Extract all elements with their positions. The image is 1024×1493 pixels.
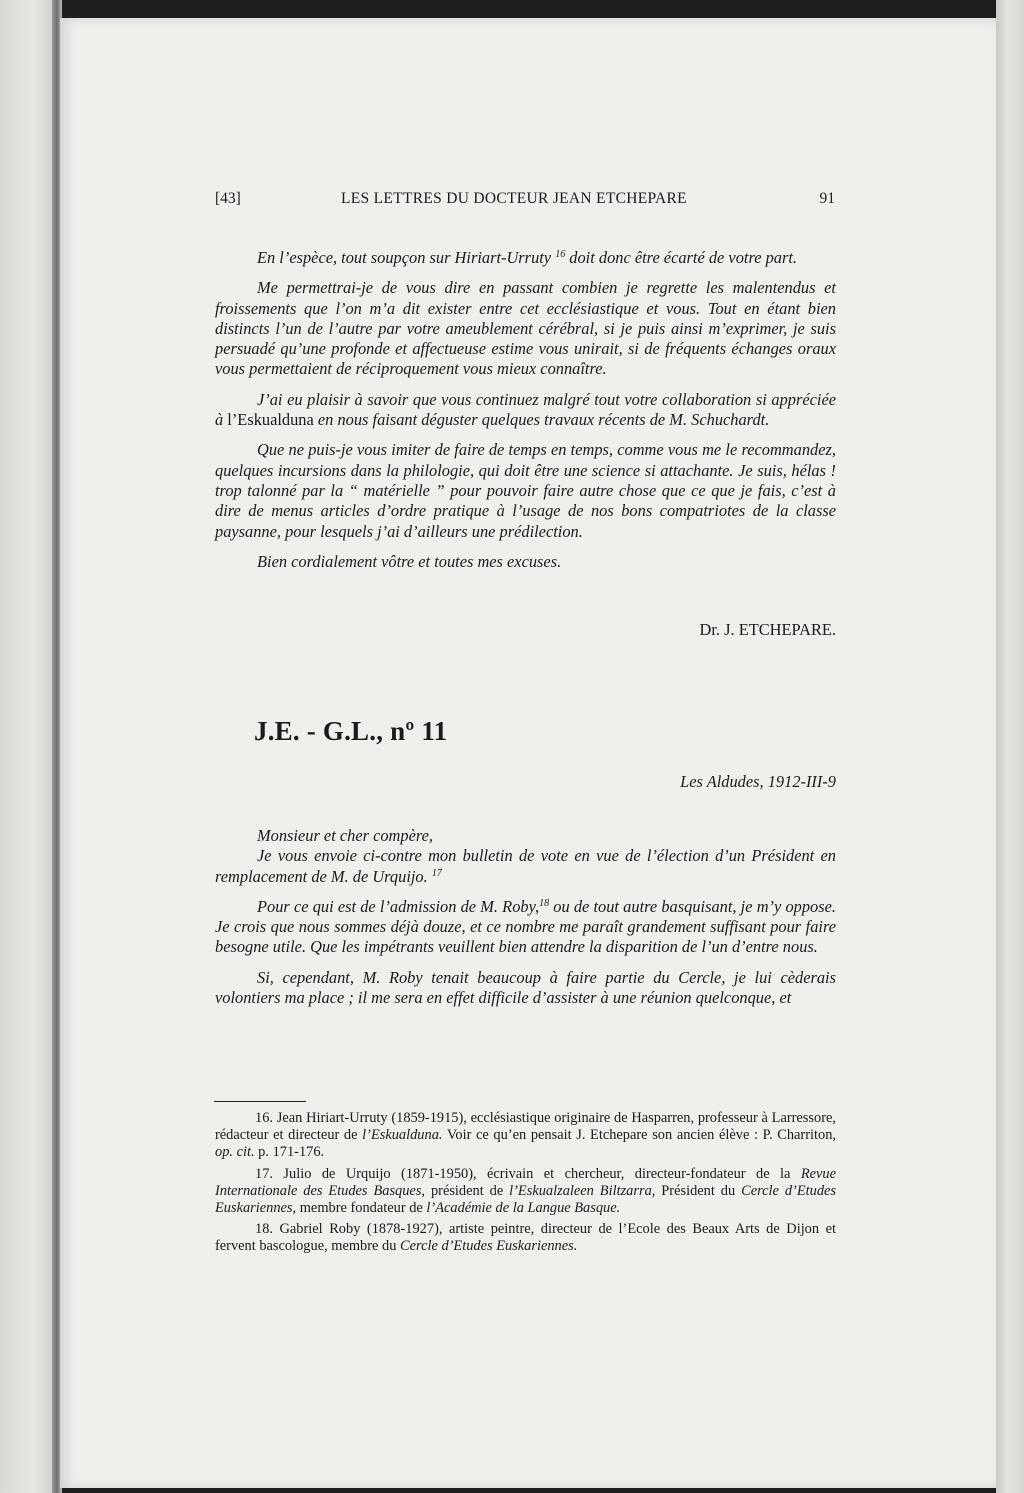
letter-heading: J.E. - G.L., nº 11 — [254, 716, 448, 746]
letter-11-body — [215, 826, 836, 1018]
footnote-18: 18. Gabriel Roby (1878-1927), artiste peintre, directeur de l’Ecole des Beaux Arts de Dijon et fervent bascologue, membre du Cercle d’Etudes Euskariennes. — [215, 1221, 836, 1255]
salutation: Monsieur et cher compère, — [257, 826, 433, 845]
place-date: Les Aldudes, 1912-III-9 — [680, 772, 836, 791]
paragraph: Me permettrai-je de vous dire en passant combien je regrette les malentendus et froissements que l’on m’a dit exister entre cet ecclésiastique et vous. Tout en étant bien distincts l’un de l’autre par votre ameublement cérébral, si je puis ainsi m’exprimer, je suis persuadé qu’une profonde et affectueuse estime vous unirait, si de fréquents échanges oraux vous permettaient de réciproquement vous mieux connaître. — [215, 278, 836, 379]
footnote-ref-17: 17 — [431, 867, 442, 879]
paragraph: En l’espèce, tout soupçon sur Hiriart-Urruty $^{16}$ doit donc être écarté de votre part. — [257, 248, 798, 267]
paragraph: Si, cependant, M. Roby tenait beaucoup à faire partie du Cercle, je lui cèderais volontiers ma place ; il me sera en effet difficile d’assister à une réunion quelconque, et — [215, 967, 836, 1008]
paragraph: Pour ce qui est de l’admission de M. Roby,$^{18}$ ou de tout autre basquisant, je m’y oppose. Je crois que nous sommes déjà douze, et ce nombre me paraît grandement suffisant pour faire besogne utile. Que les impétrants veuillent bien attendre la disparition de l’un d’entre nous. — [215, 896, 836, 957]
paragraph: Bien cordialement vôtre et toutes mes excuses. — [257, 551, 562, 571]
running-title: LES LETTRES DU DOCTEUR JEAN ETCHEPARE — [341, 190, 687, 207]
footnotes — [215, 1110, 836, 1260]
footnote-17: 17. Julio de Urquijo (1871-1950), écrivain et chercheur, directeur-fondateur de la Revue Internationale des Etudes Basques, président de l’Eskualzaleen Biltzarra, Président du Cercle d’Etudes Euskariennes, membre fondateur de l’Académie de la Langue Basque. — [215, 1165, 837, 1216]
footnote-ref-16: 16 — [555, 249, 566, 260]
page-number: 91 — [819, 190, 835, 207]
footnote-16: 16. Jean Hiriart-Urruty (1859-1915), ecclésiastique originaire de Hasparren, professeur à Larressore, rédacteur et directeur de l’Eskualduna. Voir ce qu’en pensait J. Etchepare son ancien élève : P. Charriton, op. cit. p. 171-176. — [215, 1110, 837, 1160]
paragraph: Je vous envoie ci-contre mon bulletin de vote en vue de l’élection d’un Président en remplacement de M. de Urquijo. $^{17}$ — [215, 846, 836, 886]
signature: Dr. J. ETCHEPARE. — [699, 620, 836, 639]
paragraph: Que ne puis-je vous imiter de faire de temps en temps, comme vous me le recommandez, quelques incursions dans la philologie, qui doit être une science si attachante. Je suis, hélas ! trop talonné par la “ matérielle ” pour pouvoir faire autre chose que ce que je fais, c’est à dire de menus articles d’ordre pratique à l’usage de nos bons compatriotes de la classe paysanne, pour lesquels j’ai d’ailleurs une prédilection. — [215, 440, 836, 541]
page-ref: [43] — [215, 190, 241, 207]
page-right-edge — [996, 0, 1024, 1493]
page-sheet — [60, 18, 996, 1488]
paragraph: J’ai eu plaisir à savoir que vous continuez malgré tout votre collaboration si appréciée à l’Eskualduna en nous faisant déguster quelques travaux récents de M. Schuchardt. — [215, 389, 836, 430]
eskualduna-title: l’Eskualduna — [227, 410, 314, 430]
letter-10-body — [215, 248, 836, 582]
footnote-rule — [214, 1101, 306, 1102]
facing-page-edge — [0, 0, 56, 1493]
running-head — [215, 190, 835, 212]
footnote-ref-18: 18 — [539, 897, 550, 909]
